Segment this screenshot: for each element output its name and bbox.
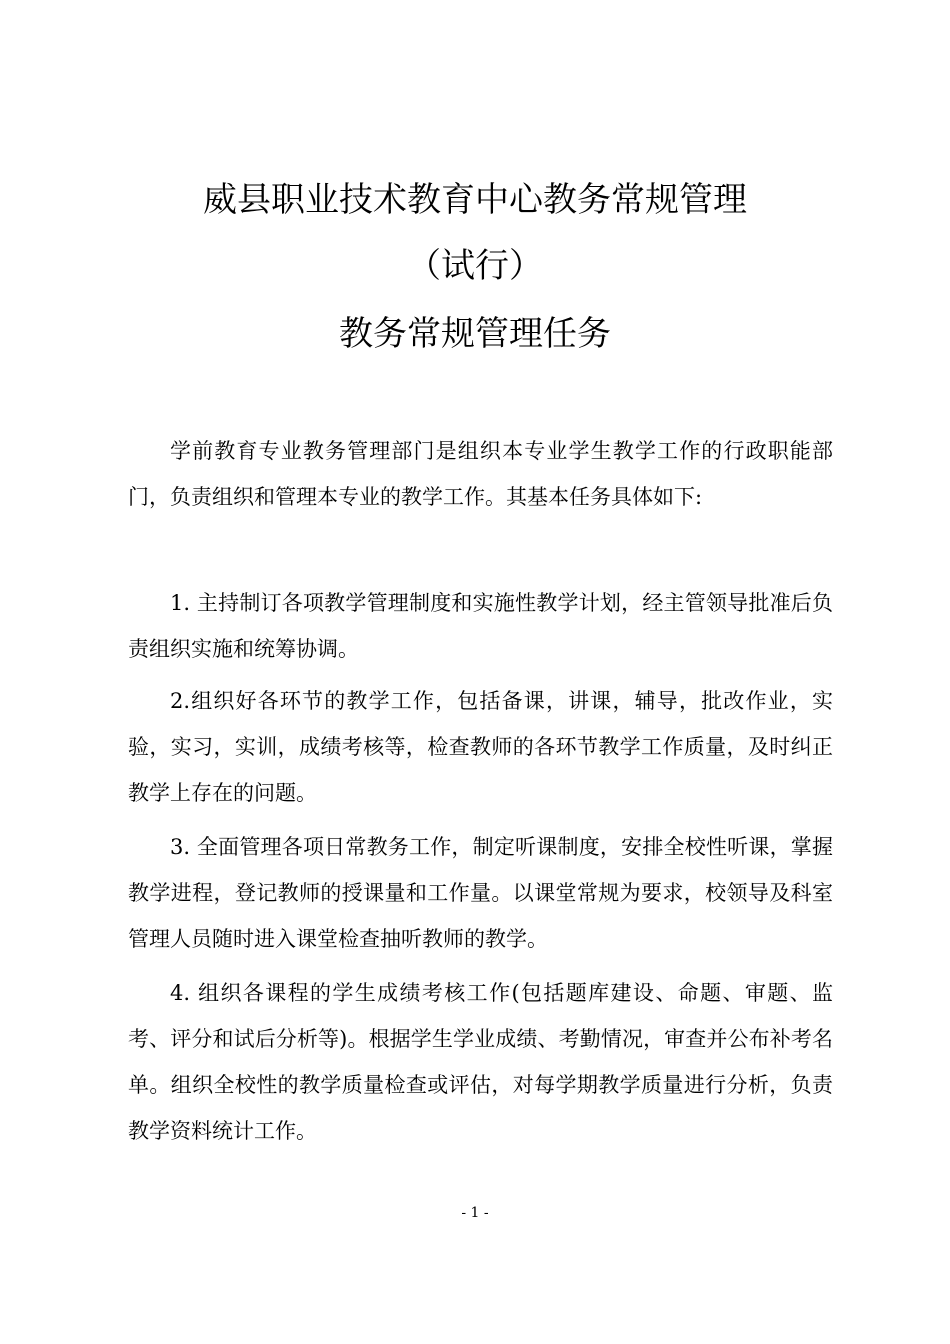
intro-paragraph: 学前教育专业教务管理部门是组织本专业学生教学工作的行政职能部门，负责组织和管理本专业的教学工作。其基本任务具体如下:	[128, 439, 833, 509]
document-subtitle: （试行）	[407, 246, 543, 286]
task-item-3: 3. 全面管理各项日常教务工作，制定听课制度，安排全校性听课，掌握教学进程，登记教师的授课量和工作量。以课堂常规为要求，校领导及科室管理人员随时进入课堂检查抽听教师的教学。	[128, 835, 833, 951]
page-number: - 1 -	[461, 1205, 489, 1221]
document-title: 威县职业技术教育中心教务常规管理	[203, 180, 747, 220]
section-heading: 教务常规管理任务	[339, 314, 611, 354]
task-item-2: 2.组织好各环节的教学工作，包括备课，讲课，辅导，批改作业，实验，实习，实训，成绩考核等，检查教师的各环节教学工作质量，及时纠正教学上存在的问题。	[128, 689, 833, 805]
task-item-4: 4. 组织各课程的学生成绩考核工作(包括题库建设、命题、审题、监考、评分和试后分析等)。根据学生学业成绩、考勤情况，审查并公布补考名单。组织全校性的教学质量检查或评估，对每学期教学质量进行分析，负责教学资料统计工作。	[128, 981, 833, 1143]
task-item-1: 1. 主持制订各项教学管理制度和实施性教学计划，经主管领导批准后负责组织实施和统筹协调。	[128, 591, 833, 661]
